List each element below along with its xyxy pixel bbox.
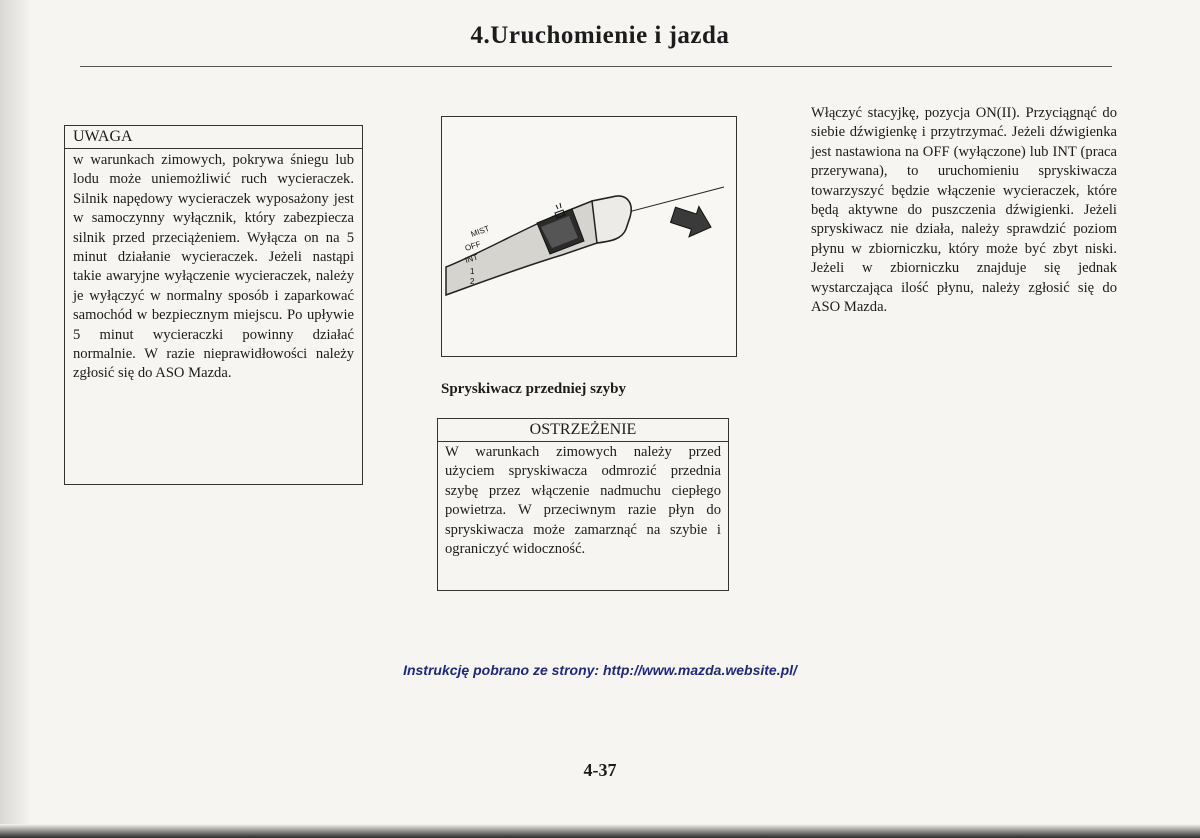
page-number: 4-37: [583, 760, 617, 780]
stalk-label-1: 1: [470, 267, 475, 276]
title-divider: [80, 66, 1112, 67]
wiper-stalk-illustration: [442, 117, 736, 356]
chapter-title: 4.Uruchomienie i jazda: [470, 22, 730, 49]
page-edge-shadow: [0, 0, 32, 838]
stalk-label-mist: MIST: [469, 223, 491, 239]
source-link[interactable]: Instrukcję pobrano ze strony: http://www.mazda.website.pl/: [403, 662, 797, 678]
note-heading: UWAGA: [65, 126, 362, 149]
instruction-paragraph: Włączyć stacyjkę, pozycja ON(II). Przyciągnąć do siebie dźwigienkę i przytrzymać. Jeżeli dźwigienka jest nastawiona na OFF (wyłączone) lub INT (praca przerywana), to uruchomieniu spryskiwacza towarzyszyć będzie włączenie wycieraczek, które będą aktywne do puszczenia dźwigienki. Jeżeli spryskiwacz nie działa, należy sprawdzić poziom płynu w zbiorniczku, który może być zbyt niski. Jeżeli w zbiorniczku znajduje się jednak wystarczająca ilość płynu, należy zgłosić się do ASO Mazda.: [811, 105, 1117, 316]
warning-body: W warunkach zimowych należy przed użyciem spryskiwacza odmrozić przednia szybę przez włączenie nadmuchu ciepłego powietrza. W przeciwnym razie płyn do spryskiwacza może zamarznąć na szybie i ograniczyć widoczność.: [445, 444, 721, 558]
note-box: [64, 125, 363, 485]
stalk-label-2: 2: [470, 277, 475, 286]
leader-line: [617, 187, 724, 215]
warning-box: [437, 418, 729, 591]
stalk-label-int: INT: [464, 252, 479, 265]
figure-caption: Spryskiwacz przedniej szyby: [441, 381, 626, 397]
pull-direction-arrow-icon: [668, 200, 716, 243]
stalk-label-off: OFF: [463, 239, 482, 253]
stalk-tip: [592, 196, 631, 243]
page-bottom-shadow: [0, 824, 1200, 838]
note-body: w warunkach zimowych, pokrywa śniegu lub lodu może uniemożliwić ruch wycieraczek. Silnik napędowy wycieraczek wyposażony jest w samoczynny wyłącznik, który zabezpiecza silnik przed przeciążeniem. Wyłącza on na 5 minut działanie wycieraczek. Jeżeli nastąpi takie awaryjne wyłączenie wycieraczek, należy je wyłączyć w normalny sposób i zaparkować samochód w bezpiecznym miejscu. Po upływie 5 minut wycieraczki powinny działać normalnie. W razie nieprawidłowości należy zgłosić się do ASO Mazda.: [73, 152, 354, 382]
warning-heading: OSTRZEŻENIE: [438, 419, 728, 442]
wiper-stalk-figure: [441, 116, 737, 357]
